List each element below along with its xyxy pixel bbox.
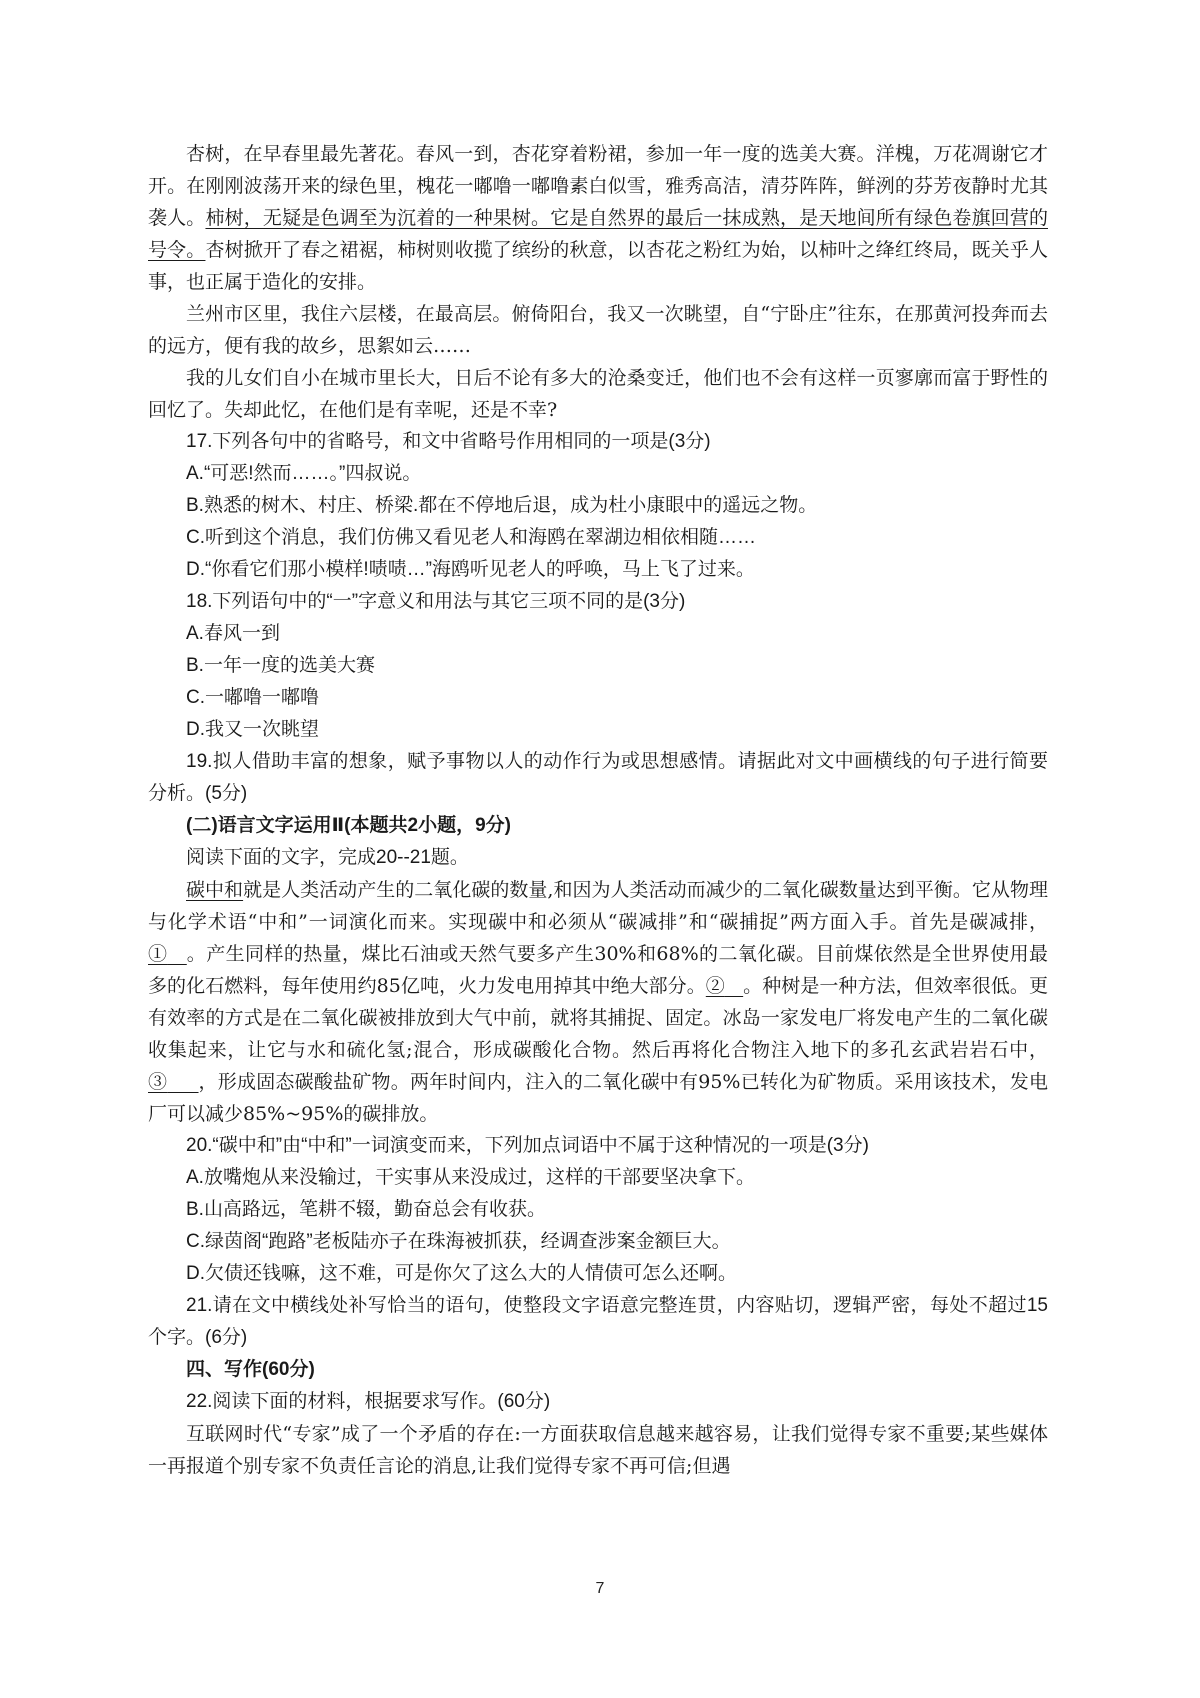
- question-20-option-c: C.绿茵阁“跑路”老板陆亦子在珠海被抓获，经调查涉案金额巨大。: [186, 1231, 731, 1252]
- passage1-paragraph-3: 我的儿女们自小在城市里长大，日后不论有多大的沧桑变迁，他们也不会有这样一页寥廓而富于野性的回忆了。失却此忆，在他们是有幸呢，还是不幸?: [148, 367, 1048, 421]
- page-content: [148, 138, 1048, 1482]
- passage2-text-4: ，形成固态碳酸盐矿物。两年时间内，注入的二氧化碳中有95%已转化为矿物质。采用该技术，发电厂可以减少85%~95%的碳排放。: [148, 1071, 1048, 1125]
- question-22-stem: 22.阅读下面的材料，根据要求写作。(60分): [186, 1391, 551, 1412]
- question-22-material: 互联网时代“专家”成了一个矛盾的存在:一方面获取信息越来越容易，让我们觉得专家不重要;某些媒体一再报道个别专家不负责任言论的消息,让我们觉得专家不再可信;但遇: [148, 1423, 1048, 1477]
- passage1-text-b: 杏树掀开了春之裙裾，柿树则收揽了缤纷的秋意，以杏花之粉红为始，以柿叶之绛红终局，既关乎人事，也正属于造化的安排。: [148, 239, 1048, 293]
- question-20-option-d: D.欠债还钱嘛，这不难，可是你欠了这么大的人情债可怎么还啊。: [186, 1263, 738, 1284]
- question-17-option-a: A.“可恶!然而……。”四叔说。: [186, 463, 422, 484]
- question-18-option-a: A.春风一到: [186, 623, 280, 644]
- passage2-text-1: 就是人类活动产生的二氧化碳的数量,和因为人类活动而减少的二氧化碳数量达到平衡。它从物理与化学术语“中和”一词演化而来。实现碳中和必须从“碳减排”和“碳捕捉”两方面入手。首先是碳减排，: [148, 879, 1048, 933]
- page-number: 7: [595, 1580, 605, 1597]
- question-17-option-c: C.听到这个消息，我们仿佛又看见老人和海鸥在翠湖边相依相随……: [186, 527, 757, 548]
- blank-3: ③: [148, 1071, 168, 1093]
- section-2-intro: 阅读下面的文字，完成20--21题。: [186, 847, 469, 868]
- section-4-heading: 四、写作(60分): [186, 1359, 315, 1380]
- blank-1: ①: [148, 943, 168, 965]
- term-carbon-neutral: 碳中和: [186, 879, 244, 901]
- section-2-heading: (二)语言文字运用Ⅱ(本题共2小题，9分): [186, 815, 511, 836]
- passage2-text-3: 。种树是一种方法，但效率很低。更有效率的方式是在二氧化碳被排放到大气中前，就将其捕捉、固定。冰岛一家发电厂将发电产生的二氧化碳收集起来，让它与水和硫化氢;混合，形成碳酸化合物。然后再将化合物注入地下的多孔玄武岩岩石中，: [148, 975, 1048, 1061]
- question-20-option-b: B.山高路远，笔耕不辍，勤奋总会有收获。: [186, 1199, 546, 1220]
- passage1-text-a: 杏树，在早春里最先著花。春风一到，杏花穿着粉裙，参加一年一度的选美大赛。洋槐，万花凋谢它才开。在刚刚波荡开来的绿色里，槐花一嘟噜一嘟噜素白似雪，雅秀高洁，清芬阵阵，鲜洌的芬芳夜静时尤其袭人。: [148, 143, 1048, 229]
- passage2-text-2: 。产生同样的热量，煤比石油或天然气要多产生30%和68%的二氧化碳。目前煤依然是全世界使用最多的化石燃料，每年使用约85亿吨，火力发电用掉其中绝大部分。: [148, 943, 1049, 997]
- question-21-stem: 21.请在文中横线处补写恰当的语句，使整段文字语意完整连贯，内容贴切，逻辑严密，每处不超过15个字。(6分): [148, 1295, 1048, 1348]
- question-18-option-c: C.一嘟噜一嘟噜: [186, 687, 320, 708]
- blank-2: ②: [705, 975, 725, 997]
- question-20-option-a: A.放嘴炮从来没输过，干实事从来没成过，这样的干部要坚决拿下。: [186, 1167, 755, 1188]
- question-18-option-b: B.一年一度的选美大赛: [186, 655, 375, 676]
- passage1-paragraph-2: 兰州市区里，我住六层楼，在最高层。俯倚阳台，我又一次眺望，自“宁卧庄”往东，在那黄河投奔而去的远方，便有我的故乡，思絮如云……: [148, 303, 1048, 357]
- question-20-stem: 20.“碳中和”由“中和”一词演变而来，下列加点词语中不属于这种情况的一项是(3分): [186, 1135, 869, 1156]
- question-17-stem: 17.下列各句中的省略号，和文中省略号作用相同的一项是(3分): [186, 431, 711, 452]
- passage2-paragraph: [148, 874, 1048, 1130]
- question-17-option-b: B.熟悉的树木、村庄、桥梁.都在不停地后退，成为杜小康眼中的遥远之物。: [186, 495, 818, 516]
- question-18-stem: 18.下列语句中的“一”字意义和用法与其它三项不同的是(3分): [186, 591, 686, 612]
- passage1-paragraph-1: [148, 138, 1048, 298]
- question-19-stem: 19.拟人借助丰富的想象，赋予事物以人的动作行为或思想感情。请据此对文中画横线的句子进行简要分析。(5分): [148, 751, 1048, 804]
- question-17-option-d: D.“你看它们那小模样!啧啧…”海鸥听见老人的呼唤，马上飞了过来。: [186, 559, 755, 580]
- question-18-option-d: D.我又一次眺望: [186, 719, 320, 740]
- underlined-sentence: 柿树，无疑是色调至为沉着的一种果树。它是自然界的最后一抹成熟，是天地间所有绿色卷旗回营的号令。: [148, 207, 1048, 261]
